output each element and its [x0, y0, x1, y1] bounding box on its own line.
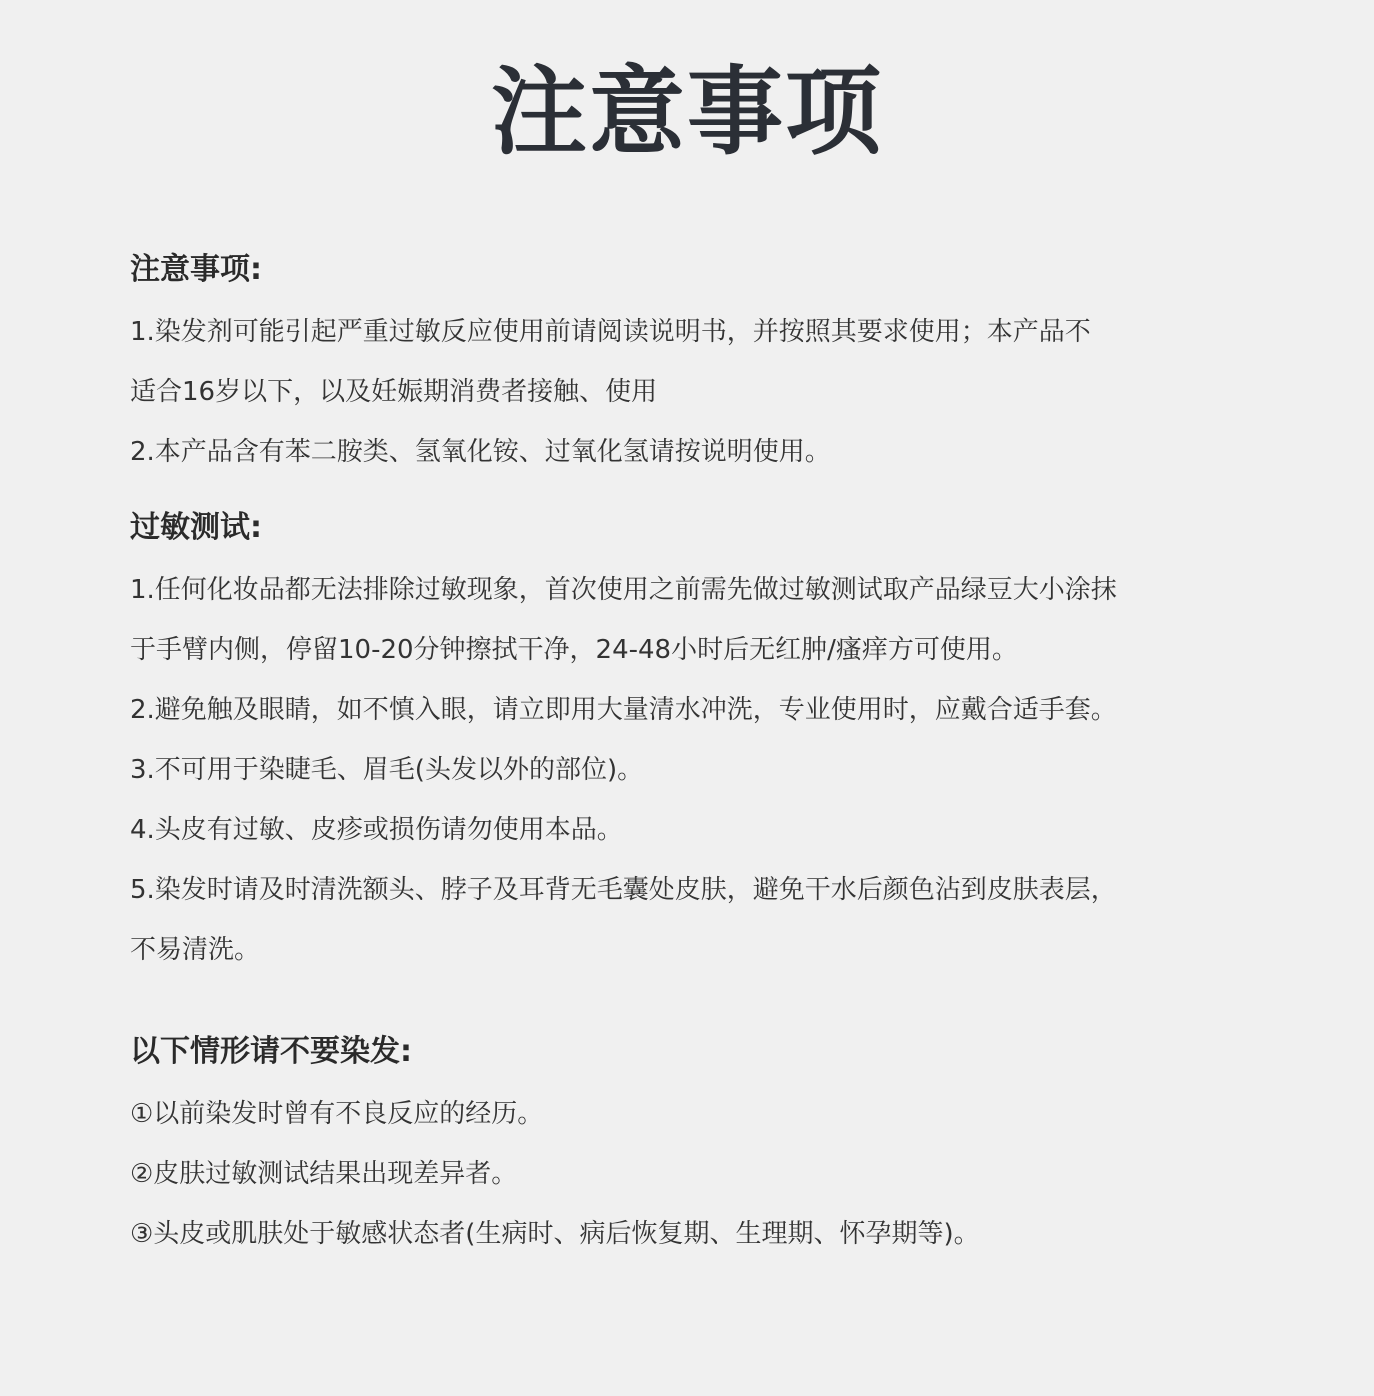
- allergy-test-line: 2.避免触及眼睛，如不慎入眼，请立即用大量清水冲洗，专业使用时，应戴合适手套。: [130, 695, 1117, 725]
- do-not-dye-item: ①以前染发时曾有不良反应的经历。: [130, 1099, 544, 1129]
- allergy-test-heading: 过敏测试:: [130, 510, 262, 545]
- section-spacer: [130, 980, 1260, 1020]
- precautions-line: 1.染发剂可能引起严重过敏反应使用前请阅读说明书，并按照其要求使用；本产品不: [130, 317, 1091, 347]
- allergy-test-section: [130, 496, 1260, 980]
- allergy-test-line: 5.染发时请及时清洗额头、脖子及耳背无毛囊处皮肤，避免干水后颜色沾到皮肤表层，: [130, 875, 1117, 905]
- precautions-heading: 注意事项:: [130, 252, 262, 287]
- precautions-line: 适合16岁以下，以及妊娠期消费者接触、使用: [130, 377, 658, 407]
- precautions-section: [130, 238, 1260, 482]
- precautions-line: 2.本产品含有苯二胺类、氢氧化铵、过氧化氢请按说明使用。: [130, 437, 831, 467]
- allergy-test-line: 3.不可用于染睫毛、眉毛(头发以外的部位)。: [130, 755, 644, 785]
- allergy-test-line: 4.头皮有过敏、皮疹或损伤请勿使用本品。: [130, 815, 623, 845]
- notice-content: [130, 238, 1260, 1264]
- do-not-dye-heading: 以下情形请不要染发:: [130, 1034, 412, 1069]
- allergy-test-line: 1.任何化妆品都无法排除过敏现象，首次使用之前需先做过敏测试取产品绿豆大小涂抹: [130, 575, 1117, 605]
- section-spacer: [130, 482, 1260, 496]
- do-not-dye-item: ②皮肤过敏测试结果出现差异者。: [130, 1159, 518, 1189]
- allergy-test-line: 于手臂内侧，停留10-20分钟擦拭干净，24-48小时后无红肿/瘙痒方可使用。: [130, 635, 1018, 665]
- do-not-dye-section: [130, 1020, 1260, 1264]
- page-title: 注意事项: [491, 56, 883, 168]
- allergy-test-line: 不易清洗。: [130, 935, 261, 965]
- do-not-dye-item: ③头皮或肌肤处于敏感状态者(生病时、病后恢复期、生理期、怀孕期等)。: [130, 1219, 980, 1249]
